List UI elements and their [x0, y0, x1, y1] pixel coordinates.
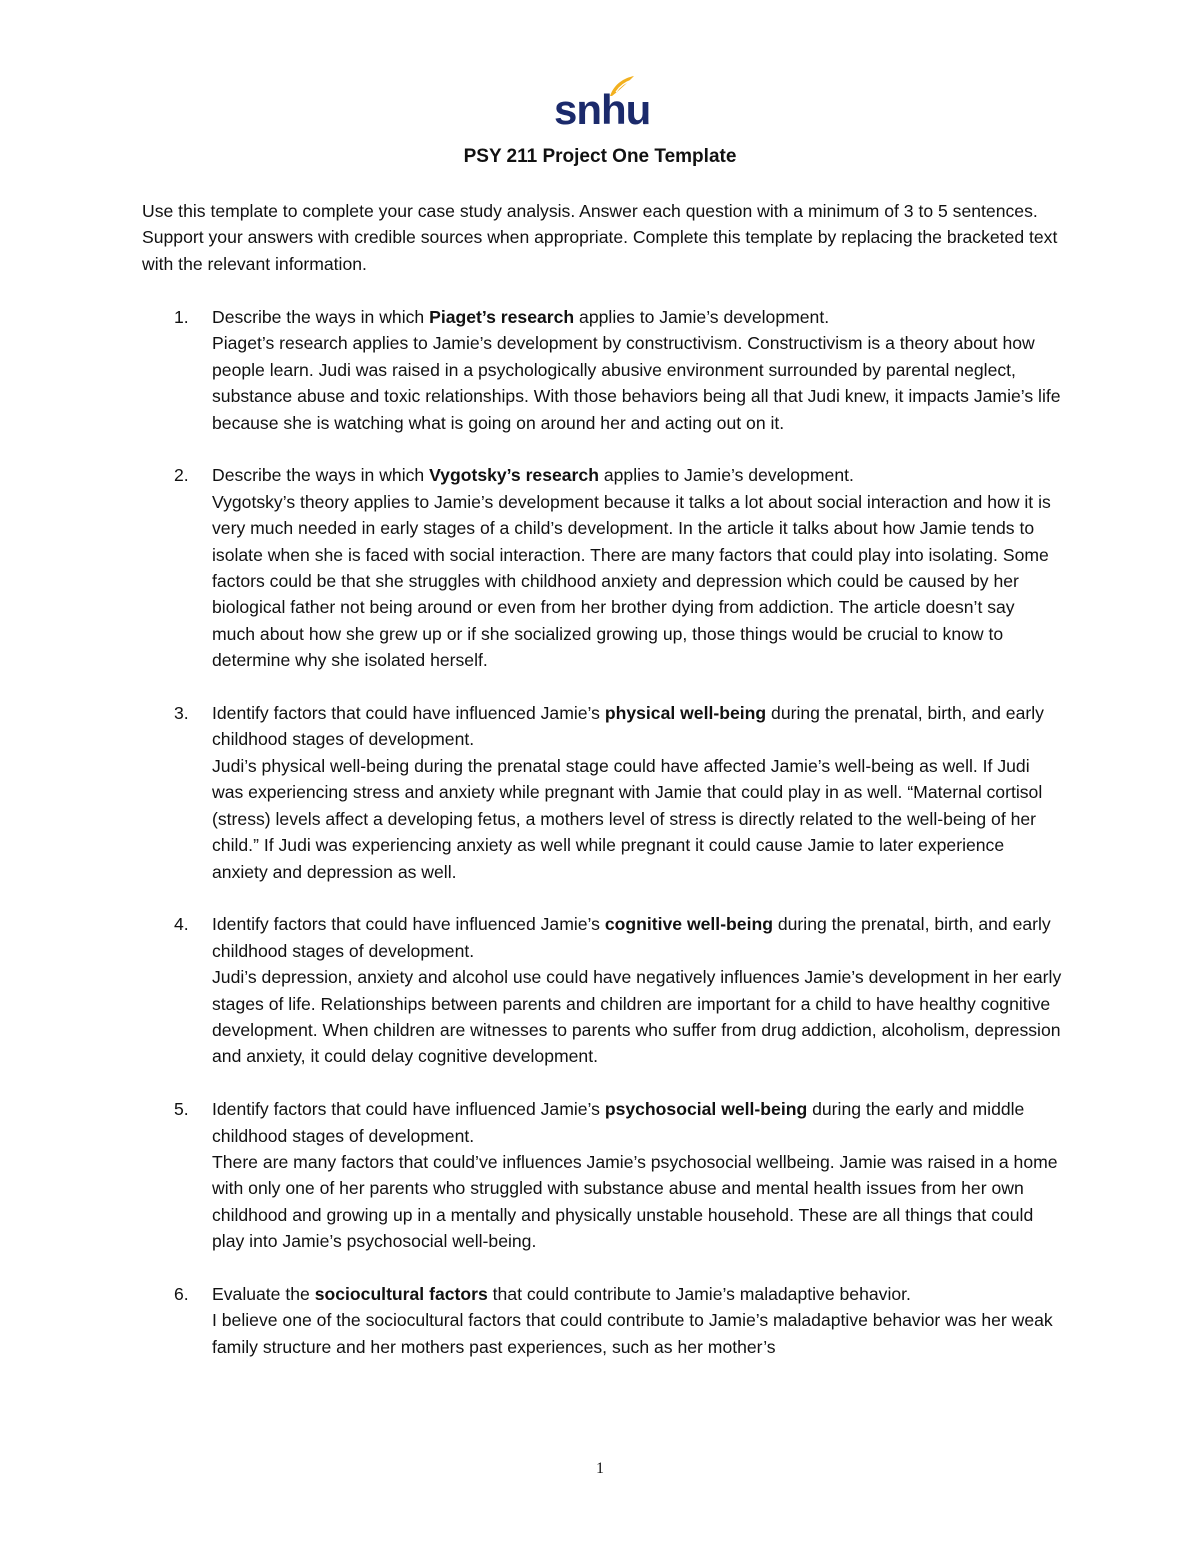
question-list — [142, 304, 1062, 1387]
question-answer: Judi’s depression, anxiety and alcohol use could have negatively influences Jamie’s development in her early stages of life. Relationships between parents and children are important for a child to have healthy cognitive development. When children are witnesses to parents who suffer from drug addiction, alcoholism, depression and anxiety, it could delay cognitive development. — [212, 967, 1062, 1067]
question-answer: Piaget’s research applies to Jamie’s development by constructivism. Constructivism is a theory about how people learn. Judi was raised in a psychologically abusive environment surrounded by parental neglect, substance abuse and toxic relationships. With those behaviors being all that Judi knew, it impacts Jamie’s life because she is watching what is going on around her and acting out on it. — [212, 333, 1061, 433]
question-item-6 — [142, 1281, 1062, 1360]
snhu-wordmark: snhu — [554, 86, 651, 133]
question-answer: I believe one of the sociocultural factors that could contribute to Jamie’s maladaptive behavior was her weak family structure and her mothers past experiences, such as her mother’s — [212, 1310, 1053, 1357]
question-number: 2. — [174, 465, 189, 486]
question-item-2 — [142, 462, 1062, 673]
page-title: PSY 211 Project One Template — [463, 146, 737, 167]
question-answer: Vygotsky’s theory applies to Jamie’s development because it talks a lot about social interaction and how it is very much needed in early stages of a child’s development. In the article it talks about how Jamie tends to isolate when she is faced with social interaction. There are many factors that could play into isolating. Some factors could be that she struggles with childhood anxiety and depression which could be caused by her biological father not being around or even from her brother dying from addiction. The article doesn’t say much about how she grew up or if she socialized growing up, those things would be crucial to know to determine why she isolated herself. — [212, 491, 1051, 671]
question-number: 3. — [174, 703, 189, 724]
question-item-1 — [142, 304, 1062, 436]
question-prompt: Identify factors that could have influenced Jamie’s physical well-being during the prenatal, birth, and early childhood stages of development. — [212, 703, 1044, 750]
question-item-3 — [142, 700, 1062, 885]
question-item-4 — [142, 911, 1062, 1069]
question-number: 1. — [174, 307, 189, 327]
question-prompt: Identify factors that could have influenced Jamie’s cognitive well-being during the prenatal, birth, and early childhood stages of development. — [212, 914, 1051, 961]
question-answer: Judi’s physical well-being during the prenatal stage could have affected Jamie’s well-being as well. If Judi was experiencing stress and anxiety while pregnant with Jamie that could play in as well. “Maternal cortisol (stress) levels affect a developing fetus, a mothers level of stress is directly related to the well-being of her child.” If Judi was experiencing anxiety as well while pregnant it could cause Jamie to later experience anxiety and depression as well. — [212, 755, 1043, 882]
question-prompt: Describe the ways in which Vygotsky’s research applies to Jamie’s development. — [212, 465, 854, 486]
question-number: 5. — [174, 1099, 189, 1120]
intro-paragraph: Use this template to complete your case study analysis. Answer each question with a minimum of 3 to 5 sentences. Support your answers with credible sources when appropriate. Complete this template by replacing the bracketed text with the relevant information. — [142, 201, 1058, 274]
question-prompt: Evaluate the sociocultural factors that could contribute to Jamie’s maladaptive behavior. — [212, 1283, 911, 1304]
question-prompt: Identify factors that could have influenced Jamie’s psychosocial well-being during the early and middle childhood stages of development. — [212, 1099, 1025, 1146]
question-number: 6. — [174, 1283, 189, 1304]
question-number: 4. — [174, 914, 189, 935]
page-number: 1 — [596, 1460, 604, 1477]
question-answer: There are many factors that could’ve influences Jamie’s psychosocial wellbeing. Jamie was raised in a home with only one of her parents who struggled with substance abuse and mental health issues from her own childhood and growing up in a mentally and physically unstable household. These are all things that could play into Jamie’s psychosocial well-being. — [212, 1151, 1058, 1252]
snhu-logo — [554, 74, 651, 133]
question-item-5 — [142, 1096, 1062, 1254]
question-prompt: Describe the ways in which Piaget’s research applies to Jamie’s development. — [212, 307, 830, 327]
